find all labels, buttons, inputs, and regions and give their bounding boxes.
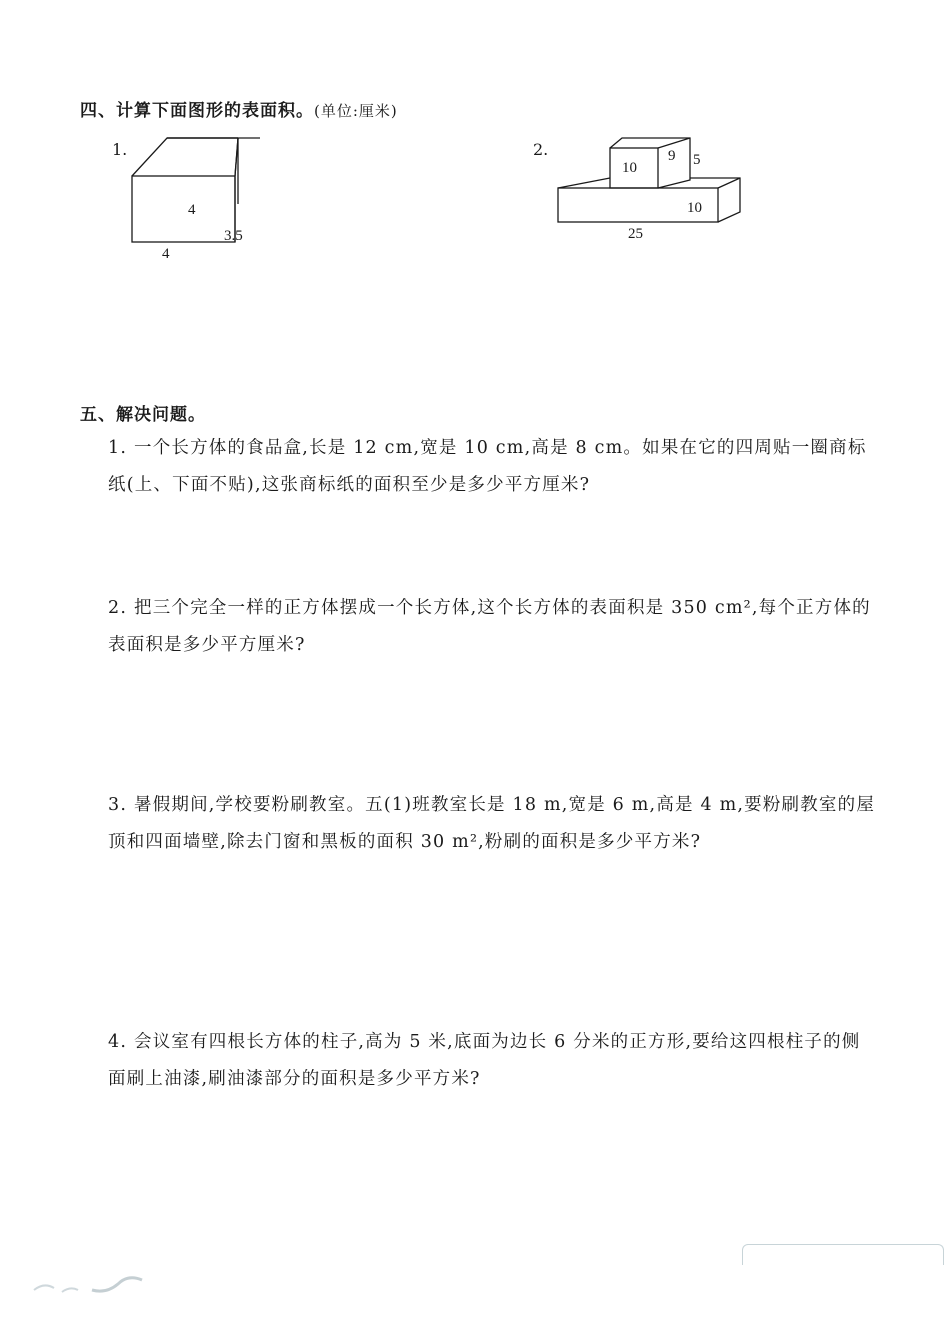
problem-text: 暑假期间,学校要粉刷教室。五(1)班教室长是 18 m,宽是 6 m,高是 4 m,要粉刷教室的屋顶和四面墙壁,除去门窗和黑板的面积 30 m²,粉刷的面积是多少平方米? (108, 795, 876, 852)
figure-2-base-length-label: 25 (628, 226, 643, 242)
problem-4 (108, 1024, 876, 1098)
problem-number: 3. (108, 795, 128, 815)
problem-text: 把三个完全一样的正方体摆成一个长方体,这个长方体的表面积是 350 cm²,每个正方体的表面积是多少平方厘米? (108, 598, 871, 655)
problem-2 (108, 590, 876, 664)
problem-1 (108, 430, 876, 504)
problem-text: 一个长方体的食品盒,长是 12 cm,宽是 10 cm,高是 8 cm。如果在它的四周贴一圈商标纸(上、下面不贴),这张商标纸的面积至少是多少平方厘米? (108, 438, 867, 495)
section-4-heading (80, 96, 398, 121)
figure-2-stacked-cuboids (550, 134, 750, 244)
cuboid-top-edge (132, 138, 260, 176)
footer-page-tab (742, 1244, 944, 1265)
figure-1-cuboid (120, 130, 260, 265)
cuboid-front-face (132, 176, 235, 242)
figure-2-top-front-label: 10 (622, 160, 637, 176)
figure-2-base-height-label: 10 (687, 200, 702, 216)
figure-2-top-depth-label: 9 (668, 148, 676, 164)
section-5-heading: 五、解决问题。 (80, 405, 206, 425)
problem-number: 2. (108, 598, 128, 618)
section-4-unit: (单位:厘米) (314, 102, 398, 120)
problem-number: 4. (108, 1032, 128, 1052)
figure-1-width-label: 4 (162, 246, 170, 262)
problem-3 (108, 787, 876, 861)
problem-text: 会议室有四根长方体的柱子,高为 5 米,底面为边长 6 分米的正方形,要给这四根柱子的侧面刷上油漆,刷油漆部分的面积是多少平方米? (108, 1032, 861, 1089)
figure-1-depth-label: 3.5 (224, 228, 243, 244)
figure-2-number: 2. (533, 140, 549, 159)
problem-number: 1. (108, 438, 128, 458)
figure-1-height-label: 4 (188, 202, 196, 218)
figure-1-number: 1. (112, 140, 128, 159)
section-4-title: 四、计算下面图形的表面积。 (80, 101, 314, 121)
figure-2-top-height-label: 5 (693, 152, 701, 168)
footer-swirl-decoration (30, 1268, 160, 1298)
